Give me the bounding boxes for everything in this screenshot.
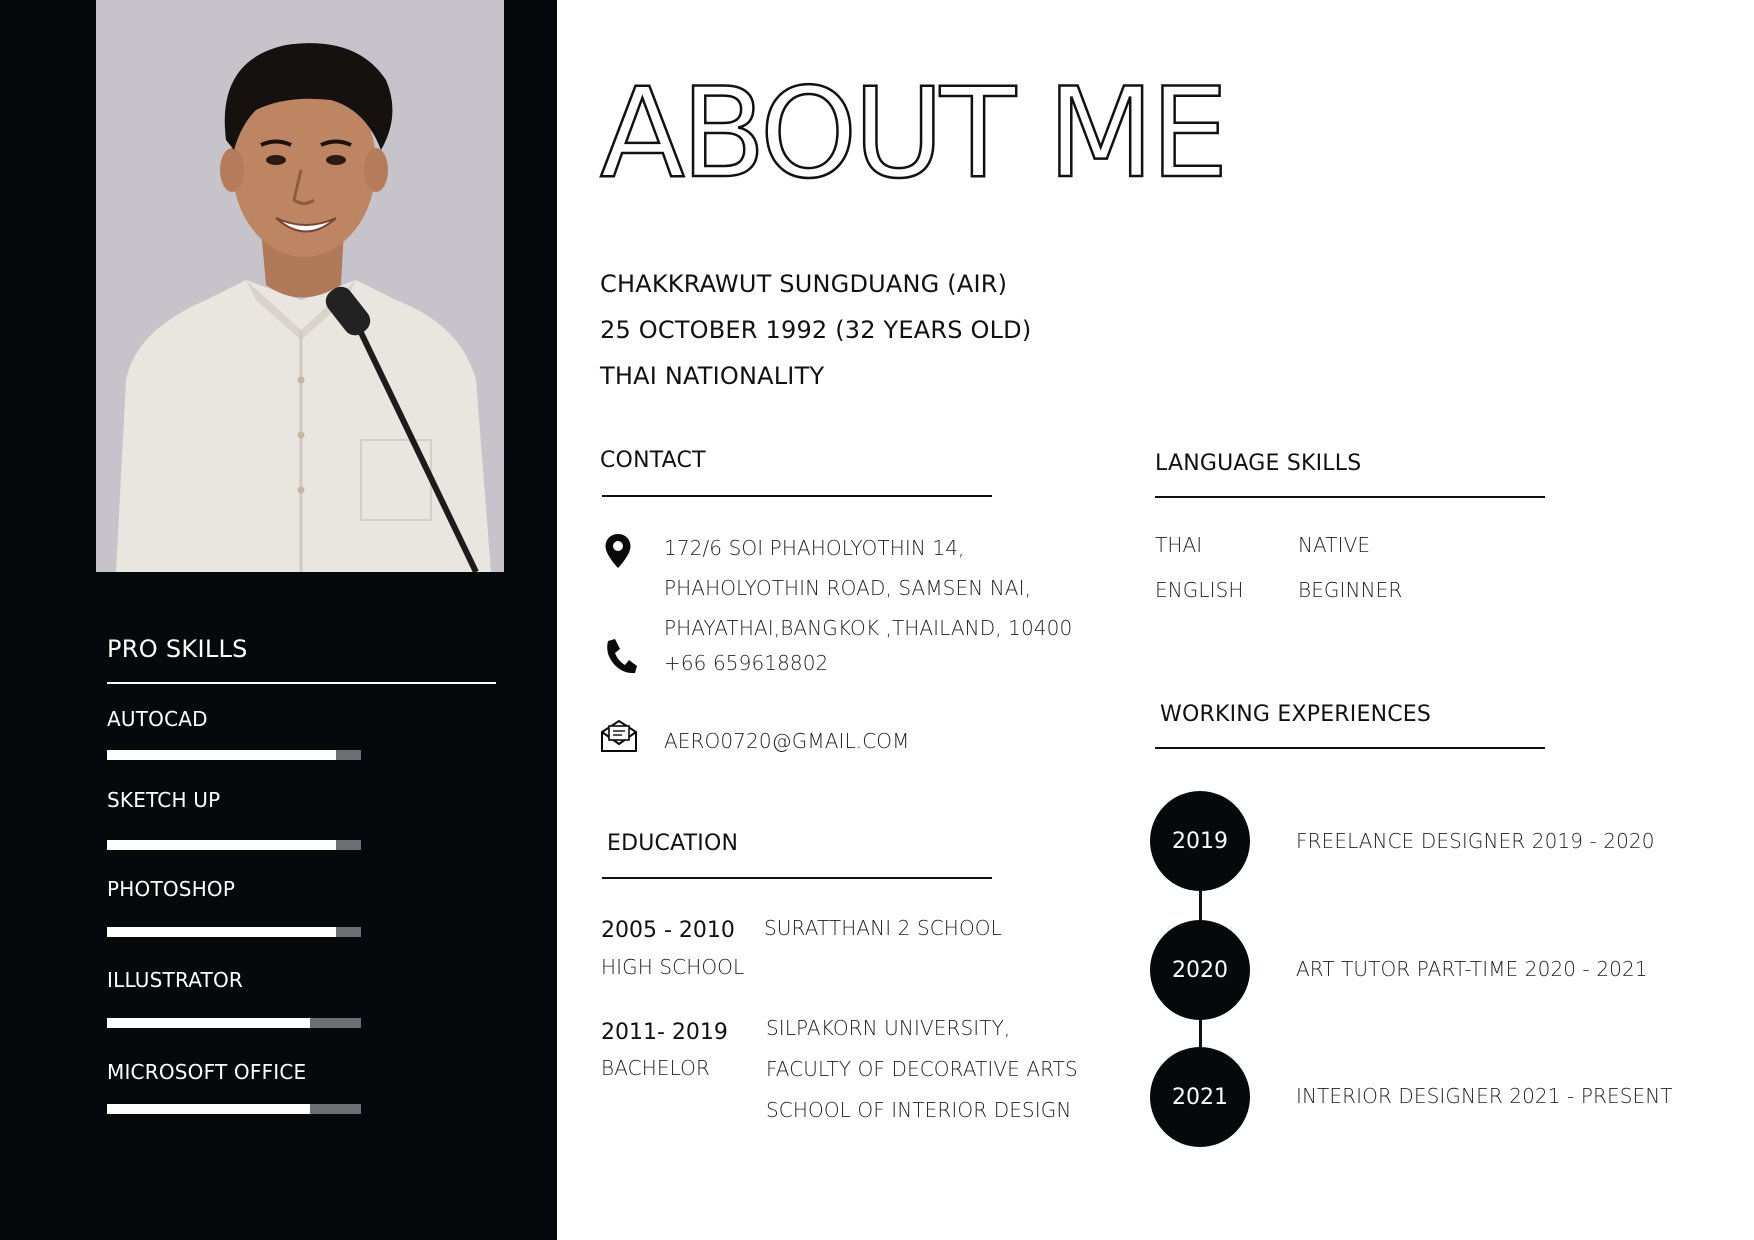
working-experiences-title: WORKING EXPERIENCES	[1160, 702, 1432, 727]
skill-item	[107, 707, 361, 731]
skill-level-bar	[107, 750, 361, 760]
skill-label: PHOTOSHOP	[107, 877, 236, 901]
portrait-illustration	[96, 0, 504, 572]
education-department: SCHOOL OF INTERIOR DESIGN	[766, 1098, 1072, 1122]
language-level: BEGINNER	[1298, 578, 1403, 602]
location-pin-icon	[604, 533, 632, 569]
skill-level-bar	[107, 1104, 361, 1114]
education-years: 2011- 2019	[601, 1020, 728, 1045]
skill-label: MICROSOFT OFFICE	[107, 1060, 307, 1084]
skill-label: SKETCH UP	[107, 788, 221, 812]
education-divider	[602, 877, 992, 879]
skill-level-fill	[107, 1104, 310, 1114]
skill-level-bar	[107, 1018, 361, 1028]
nationality-text: THAI NATIONALITY	[600, 362, 825, 390]
experience-item: FREELANCE DESIGNER 2019 - 2020	[1296, 829, 1655, 853]
language-name: ENGLISH	[1155, 578, 1244, 602]
language-divider	[1155, 496, 1545, 498]
language-name: THAI	[1155, 533, 1203, 557]
experience-item: INTERIOR DESIGNER 2021 - PRESENT	[1296, 1084, 1673, 1108]
education-school: SURATTHANI 2 SCHOOL	[764, 916, 1002, 940]
experience-divider	[1155, 747, 1545, 749]
timeline-year-badge: 2020	[1150, 920, 1250, 1020]
timeline-year-badge: 2021	[1150, 1047, 1250, 1147]
education-title: EDUCATION	[607, 831, 739, 856]
education-faculty: FACULTY OF DECORATIVE ARTS	[766, 1057, 1078, 1081]
skill-level-bar	[107, 840, 361, 850]
contact-divider	[602, 495, 992, 497]
contact-title: CONTACT	[600, 448, 706, 473]
address-line-2: PHAHOLYOTHIN ROAD, SAMSEN NAI,	[664, 576, 1032, 600]
name-text: CHAKKRAWUT SUNGDUANG (AIR)	[600, 270, 1008, 298]
skill-level-fill	[107, 927, 336, 937]
education-level: HIGH SCHOOL	[601, 955, 745, 979]
experience-item: ART TUTOR PART-TIME 2020 - 2021	[1296, 957, 1648, 981]
skill-level-bar	[107, 927, 361, 937]
skill-item	[107, 1060, 361, 1084]
language-skills-title: LANGUAGE SKILLS	[1155, 451, 1362, 476]
education-school: SILPAKORN UNIVERSITY,	[766, 1016, 1011, 1040]
skill-item	[107, 788, 361, 812]
skill-label: AUTOCAD	[107, 707, 208, 731]
education-years: 2005 - 2010	[601, 918, 735, 943]
skill-level-fill	[107, 1018, 310, 1028]
envelope-icon	[600, 720, 638, 752]
birth-text: 25 OCTOBER 1992 (32 YEARS OLD)	[600, 316, 1032, 344]
skill-label: ILLUSTRATOR	[107, 968, 244, 992]
language-level: NATIVE	[1298, 533, 1371, 557]
page-title: ABOUT ME	[600, 62, 1225, 206]
skill-level-fill	[107, 750, 336, 760]
address-line-1: 172/6 SOI PHAHOLYOTHIN 14,	[664, 536, 965, 560]
timeline-year-badge: 2019	[1150, 791, 1250, 891]
profile-photo	[96, 0, 504, 572]
email-address[interactable]: AERO0720@GMAIL.COM	[664, 729, 910, 753]
skill-item	[107, 877, 361, 901]
phone-icon	[604, 638, 638, 674]
address-line-3: PHAYATHAI,BANGKOK ,THAILAND, 10400	[664, 616, 1073, 640]
pro-skills-title: PRO SKILLS	[107, 635, 248, 663]
phone-number[interactable]: +66 659618802	[664, 651, 829, 675]
skill-item	[107, 968, 361, 992]
skill-level-fill	[107, 840, 336, 850]
pro-skills-divider	[107, 682, 496, 684]
education-level: BACHELOR	[601, 1056, 710, 1080]
